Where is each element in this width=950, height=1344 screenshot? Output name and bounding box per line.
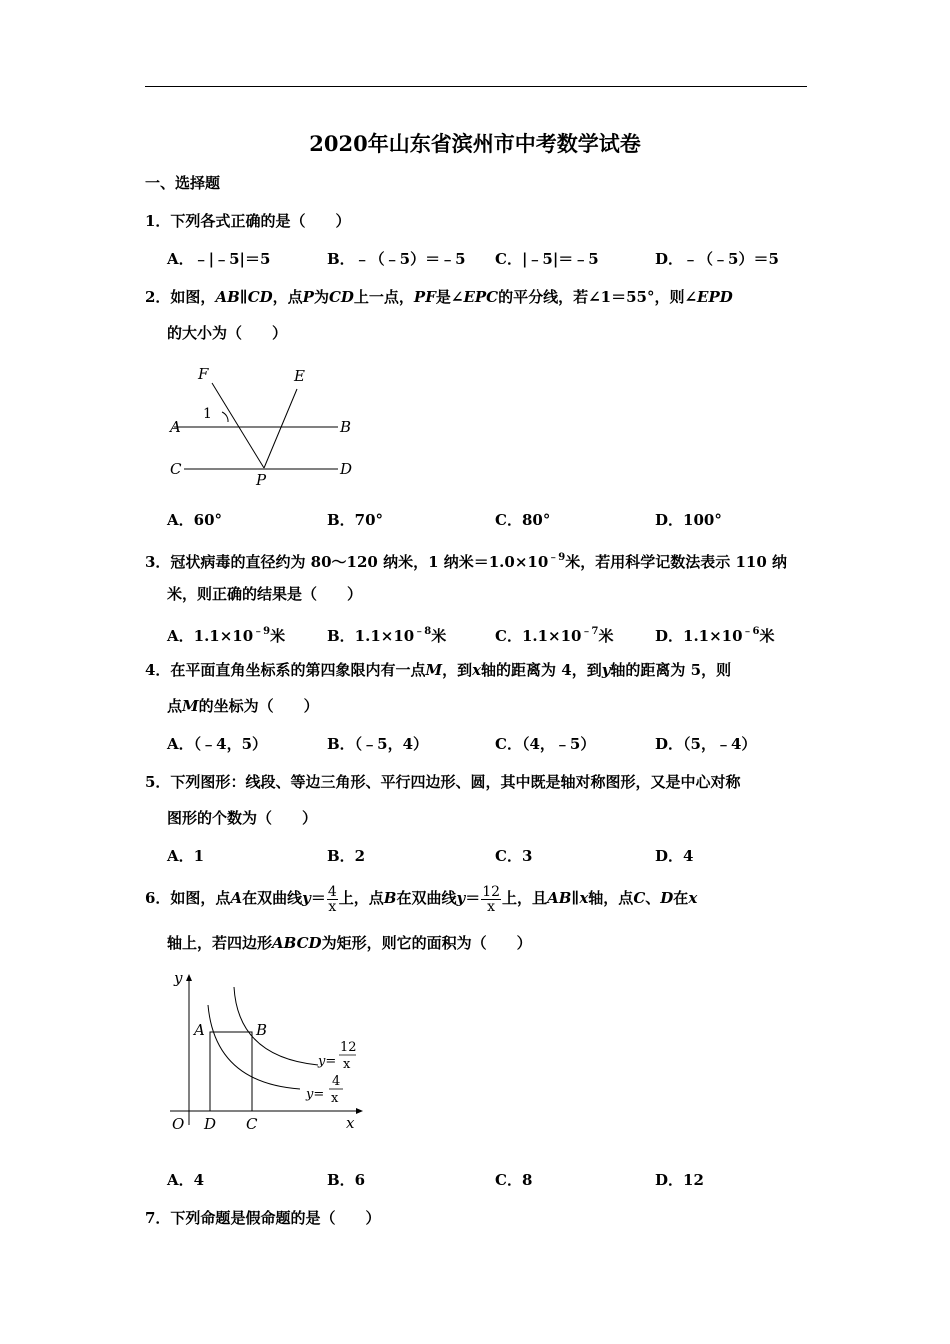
label-curve1-den: x [343,1057,351,1072]
q4-option-b[interactable]: B．（﹣5，4） [327,735,429,753]
q4-option-d[interactable]: D．（5，﹣4） [655,735,757,753]
label-angle-1: 1 [203,406,212,422]
label-curve2-den: x [331,1091,339,1106]
label-e: E [294,367,305,385]
label-a: A [170,418,181,436]
page-title: 2020年山东省滨州市中考数学试卷 [309,131,641,156]
q5-option-b[interactable]: B．2 [327,847,366,865]
question-2-stem: 2．如图，AB∥CD，点P为CD上一点，PF是∠EPC的平分线，若∠1＝55°，则∠EPD [145,288,733,306]
q5-option-d[interactable]: D．4 [655,847,694,865]
q4-option-a[interactable]: A．（﹣4，5） [167,735,268,753]
q1-option-c[interactable]: C．|﹣5|＝﹣5 [495,250,599,268]
q2-option-b[interactable]: B．70° [327,511,384,529]
label-curve2-num: 4 [332,1074,341,1089]
q2-option-d[interactable]: D．100° [655,511,722,529]
q2-option-c[interactable]: C．80° [495,511,551,529]
y-axis-arrow-icon [186,974,192,981]
curve-y-12-over-x [234,987,318,1065]
question-7-stem: 7．下列命题是假命题的是（ ） [145,1209,381,1227]
question-5-stem-line2: 图形的个数为（ ） [167,809,318,827]
rectangle-abcd [210,1032,252,1111]
ray-pe [264,389,297,468]
q3-option-b[interactable]: B．$1.1\times 10^{﹣8}$米 [327,626,447,645]
label-curve2-lhs: y= [306,1087,325,1102]
label-f: F [198,365,209,383]
q4-option-c[interactable]: C．（4，﹣5） [495,735,596,753]
q2-option-a[interactable]: A．60° [167,511,223,529]
label-b: B [340,418,352,436]
q6-option-c[interactable]: C．8 [495,1171,533,1189]
label-d: D [204,1115,217,1133]
label-y-axis: y [174,969,183,987]
q2-figure [160,360,370,495]
label-c: C [246,1115,258,1133]
question-5-stem: 5．下列图形：线段、等边三角形、平行四边形、圆，其中既是轴对称图形，又是中心对称 [145,773,741,791]
fraction-4-over-x: $\frac{4}{x}$ [327,883,337,915]
label-p: P [256,471,267,489]
label-x-axis: x [346,1114,355,1132]
question-3-stem-line2: 米，则正确的结果是（ ） [167,585,363,603]
label-d: D [340,460,353,478]
fraction-12-over-x: $\frac{12}{x}$ [482,883,501,915]
question-4-stem-line2: 点M的坐标为（ ） [167,697,319,715]
q3-option-a[interactable]: A．$1.1\times 10^{﹣9}$米 [167,626,286,645]
question-2-stem-line2: 的大小为（ ） [167,324,288,342]
curve-y-4-over-x [208,1005,300,1089]
label-c: C [170,460,182,478]
x-axis-arrow-icon [356,1108,363,1114]
ray-pf [212,383,264,468]
section-heading: 一、选择题 [145,174,221,192]
header-rule [145,86,807,87]
label-curve1-lhs: y= [318,1054,337,1069]
q1-option-a[interactable]: A．﹣|﹣5|＝5 [167,250,271,268]
q3-option-c[interactable]: C．$1.1\times 10^{﹣7}$米 [495,626,614,645]
label-a: A [194,1021,205,1039]
q6-option-d[interactable]: D．12 [655,1171,704,1189]
label-o: O [172,1115,185,1133]
question-6-stem: 6．如图，点A在双曲线y＝ $\frac{4}{x}$ 上，点B在双曲线y＝ $\frac{12}{x}$ 上，且AB∥x轴，点C、D在x [145,883,698,915]
label-b: B [256,1021,268,1039]
q3-option-d[interactable]: D．$1.1\times 10^{﹣6}$米 [655,626,775,645]
q5-option-c[interactable]: C．3 [495,847,533,865]
q6-figure [160,965,375,1135]
angle-1-arc [222,412,228,422]
q6-option-a[interactable]: A．4 [167,1171,205,1189]
question-1-stem: 1．下列各式正确的是（ ） [145,212,351,230]
question-4-stem: 4．在平面直角坐标系的第四象限内有一点M，到x轴的距离为 4，到y轴的距离为 5，则 [145,661,732,679]
question-6-stem-line2: 轴上，若四边形ABCD为矩形，则它的面积为（ ） [167,934,532,952]
q6-option-b[interactable]: B．6 [327,1171,366,1189]
q1-option-b[interactable]: B．﹣（﹣5）＝﹣5 [327,250,466,268]
question-3-stem: 3．冠状病毒的直径约为 80～120 纳米，1 纳米$=1.0\times 10^{﹣9}$米，若用科学记数法表示 110 纳 [145,552,788,571]
q1-option-d[interactable]: D．﹣（﹣5）＝5 [655,250,779,268]
label-curve1-num: 12 [340,1040,357,1055]
q5-option-a[interactable]: A．1 [167,847,205,865]
